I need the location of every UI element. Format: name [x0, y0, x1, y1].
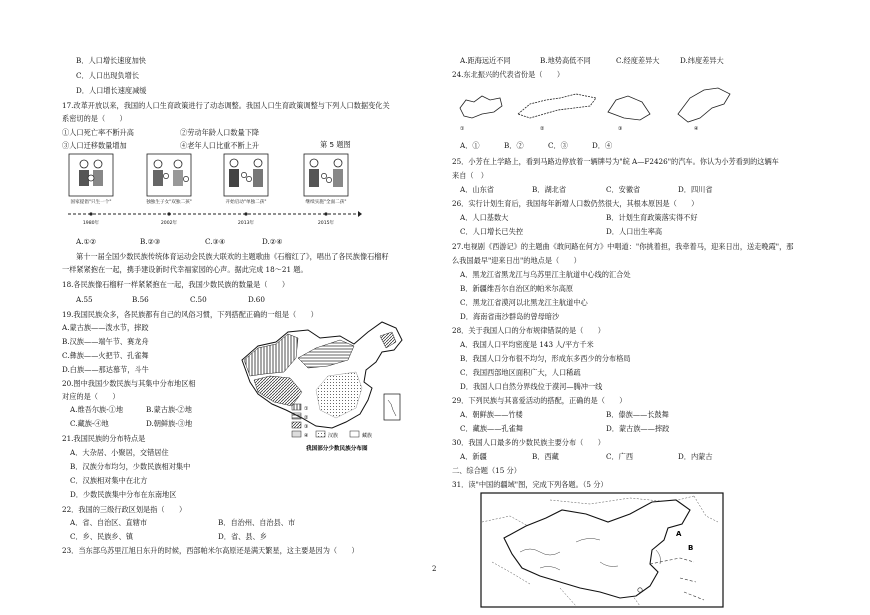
q25-stem: 25．小芳在上学路上，看到马路边停放着一辆牌号为"皖 A—F2426"的汽车。你认为小芳看到的这辆车: [452, 157, 779, 166]
q29-option-c: C．藏族——孔雀舞: [460, 424, 524, 433]
q16-option-b: B．人口增长速度加快: [76, 56, 146, 65]
q18-option-a: A.55: [76, 295, 93, 304]
province-shape-1: [460, 96, 502, 118]
q20-stem: 20.图中我国少数民族与其集中分布地区相: [62, 379, 196, 388]
q29-option-a: A．朝鲜族——竹楼: [460, 410, 523, 419]
q17-stem-cont: 系密切的是（ ）: [62, 114, 127, 123]
svg-text:②: ②: [304, 415, 309, 421]
panel-1-year: 1980年: [82, 221, 100, 226]
q29-option-b: B．傣族——长鼓舞: [606, 410, 669, 419]
panel-3-caption: 开始启动"单独二孩": [225, 200, 267, 205]
q26-stem: 26．实行计划生育后，我国每年新增人口数仍然很大，其根本原因是（ ）: [452, 199, 699, 208]
q22-option-c: C．乡、民族乡、镇: [70, 532, 134, 541]
q20-option-a: A.维吾尔族-①地: [70, 405, 124, 414]
svg-text:①: ①: [460, 126, 465, 132]
q22-option-b: B．自治州、自治县、市: [218, 518, 296, 527]
q24-option-a: A．①: [460, 141, 480, 150]
q28-stem: 28．关于我国人口的分布规律错误的是（ ）: [452, 326, 605, 335]
q27-option-d: D．海南省南沙群岛的曾母暗沙: [460, 312, 560, 321]
q20-option-d: D.朝鲜族-③地: [146, 419, 193, 428]
q18-option-c: C.50: [190, 295, 207, 304]
q30-option-c: C．广西: [606, 452, 634, 461]
panel-3: [224, 154, 268, 196]
q17-item-2: ②劳动年龄人口数量下降: [180, 128, 260, 137]
q23-option-b: B.地势高低不同: [540, 56, 591, 65]
q17-option-a: A.①②: [76, 237, 97, 246]
q23-option-c: C.经度差异大: [616, 56, 660, 65]
q21-option-a: A．大杂居、小聚居，交错居住: [70, 448, 169, 457]
q22-option-a: A．省、自治区、直辖市: [70, 518, 148, 527]
passage-line-1: 第十一届全国少数民族传统体育运动会民族大联欢的主题歌曲《石榴红了》，唱出了各民族像石榴籽: [76, 252, 389, 261]
map-caption: 我国部分少数民族分布图: [306, 446, 368, 452]
q17-item-1: ①人口死亡率不断升高: [62, 128, 134, 137]
svg-text:汉族: 汉族: [328, 433, 339, 439]
q17-option-d: D.②④: [262, 237, 283, 246]
q31-stem: 31．读"中国的疆域"图，完成下列各题。（5 分）: [452, 480, 608, 489]
china-outline: [242, 322, 402, 428]
panel-1: [69, 154, 113, 196]
q19-option-d: D.白族——那达慕节，斗牛: [62, 365, 149, 374]
q27-option-b: B．新疆维吾尔自治区的帕米尔高原: [460, 284, 574, 293]
panel-3-year: 2013年: [237, 221, 255, 226]
q30-option-a: A．新疆: [460, 452, 487, 461]
q27-option-a: A．黑龙江省黑龙江与乌苏里江主航道中心线的汇合处: [460, 270, 631, 279]
q26-option-b: B．计划生育政策落实得不好: [606, 213, 698, 222]
q26-option-a: A．人口基数大: [460, 213, 509, 222]
svg-text:②: ②: [540, 126, 545, 132]
q23-option-d: D.纬度差异大: [680, 56, 724, 65]
right-column: [452, 0, 822, 615]
map-label-a: A: [676, 530, 682, 538]
page-number: 2: [432, 565, 437, 573]
panel-2-year: 2002年: [160, 221, 178, 226]
q25-option-d: D．四川省: [678, 185, 713, 194]
q18-option-d: D.60: [248, 295, 265, 304]
q23-stem: 23．当东部乌苏里江旭日东升的时候，西部帕米尔高原还是满天繁星，这主要是因为（ ）: [62, 546, 359, 555]
q21-option-d: D．少数民族集中分布在东南地区: [70, 490, 177, 499]
q20-option-b: B.蒙古族-②地: [146, 405, 192, 414]
q30-option-d: D．内蒙古: [678, 452, 713, 461]
svg-text:①: ①: [304, 406, 309, 412]
q28-option-b: B．我国人口分布很不均匀，形成东多西少的分布格局: [460, 354, 631, 363]
q25-option-c: C．安徽省: [606, 185, 641, 194]
svg-text:④: ④: [304, 433, 309, 439]
china-territory-map: [480, 492, 724, 608]
q24-option-d: D．④: [592, 141, 613, 150]
q25-option-a: A．山东省: [460, 185, 494, 194]
map-label-b: B: [688, 544, 694, 552]
q29-stem: 29．下列民族与其喜爱活动的搭配，正确的是（ ）: [452, 396, 627, 405]
panel-4-caption: 继续实施"全面二孩": [305, 200, 347, 205]
q17-stem: 17.改革开放以来，我国的人口生育政策进行了动态调整。我国人口生育政策调整与下列人口数据变化关: [62, 101, 390, 110]
q16-option-d: D．人口增长速度减缓: [76, 86, 147, 95]
q23-option-a: A.距海远近不同: [460, 56, 511, 65]
passage-line-2: 一样紧紧抱在一起，携手建设新时代幸福家园的心声。据此完成 18～21 题。: [62, 265, 308, 274]
q17-item-3: ③人口迁移数量增加: [62, 141, 127, 150]
svg-text:藏族: 藏族: [362, 433, 373, 439]
panel-1-caption: 国家提倡"只生一个": [70, 200, 112, 205]
q17-option-b: B.②③: [140, 237, 161, 246]
province-shape-3: [608, 96, 650, 120]
figure-5-title: 第 5 题图: [320, 140, 351, 149]
q24-option-c: C．③: [548, 141, 568, 150]
ethnic-minority-map: [236, 318, 436, 460]
province-shape-2: [518, 94, 596, 118]
q22-stem: 22．我国的三级行政区划是指（ ）: [62, 505, 187, 514]
q21-option-b: B．汉族分布均匀，少数民族相对集中: [70, 462, 191, 471]
q28-option-c: C．我国西部地区面积广大，人口稀疏: [460, 368, 581, 377]
q24-option-b: B．②: [504, 141, 524, 150]
q18-option-b: B.56: [132, 295, 149, 304]
q19-option-b: B.汉族——端午节、赛龙舟: [62, 337, 149, 346]
q21-option-c: C．汉族相对集中在北方: [70, 476, 148, 485]
q27-stem: 27.电视剧《西游记》的主题曲《敢问路在何方》中唱道："你挑着担，我牵着马，迎来日出，送走晚霞"，那: [452, 242, 794, 251]
panel-2: [147, 154, 191, 196]
left-column: [62, 0, 437, 615]
q25-stem-cont: 来自（ ）: [452, 171, 488, 180]
q24-stem: 24.东北振兴的代表省份是（ ）: [452, 70, 565, 79]
q26-option-c: C．人口增长已失控: [460, 227, 524, 236]
q20-option-c: C.藏族-④地: [70, 419, 109, 428]
q17-option-c: C.③④: [205, 237, 226, 246]
section-2-heading: 二、综合题（15 分）: [452, 466, 521, 475]
q20-stem-cont: 对应的是（ ）: [62, 392, 120, 401]
q16-option-c: C．人口出现负增长: [76, 71, 140, 80]
svg-text:③: ③: [618, 126, 623, 132]
q27-stem-cont: 么我国最早"迎来日出"的地点是（ ）: [452, 256, 581, 265]
svg-text:③: ③: [304, 424, 309, 430]
province-shape-4: [678, 88, 730, 122]
q30-stem: 30．我国人口最多的少数民族主要分布（ ）: [452, 438, 605, 447]
q19-option-a: A.蒙古族——泼水节，摔跤: [62, 323, 149, 332]
q21-stem: 21.我国民族的分布特点是: [62, 434, 146, 443]
province-shapes: [456, 84, 746, 136]
panel-4-year: 2015年: [317, 221, 335, 226]
q28-option-d: D．我国人口自然分界线位于漠河—腾冲一线: [460, 382, 603, 391]
q19-stem: 19.我国民族众多，各民族都有自己的风俗习惯，下列搭配正确的一组是（ ）: [62, 310, 318, 319]
q18-stem: 18.各民族像石榴籽一样紧紧抱在一起，我国少数民族的数量是（ ）: [62, 280, 290, 289]
q28-option-a: A．我国人口平均密度是 143 人/平方千米: [460, 340, 594, 349]
q22-option-d: D．省、县、乡: [218, 532, 267, 541]
panel-2-caption: 独独生子女"双独二孩": [146, 200, 192, 205]
q19-option-c: C.彝族——火把节、孔雀舞: [62, 351, 149, 360]
q26-option-d: D．人口出生率高: [606, 227, 663, 236]
svg-text:④: ④: [694, 126, 699, 132]
q17-item-4: ④老年人口比重不断上升: [180, 141, 260, 150]
panel-4: [304, 154, 348, 196]
q25-option-b: B．湖北省: [532, 185, 567, 194]
q27-option-c: C．黑龙江省漠河以北黑龙江主航道中心: [460, 298, 588, 307]
q30-option-b: B．西藏: [532, 452, 559, 461]
policy-timeline-figure: [66, 152, 362, 228]
q29-option-d: D．蒙古族——摔跤: [606, 424, 670, 433]
